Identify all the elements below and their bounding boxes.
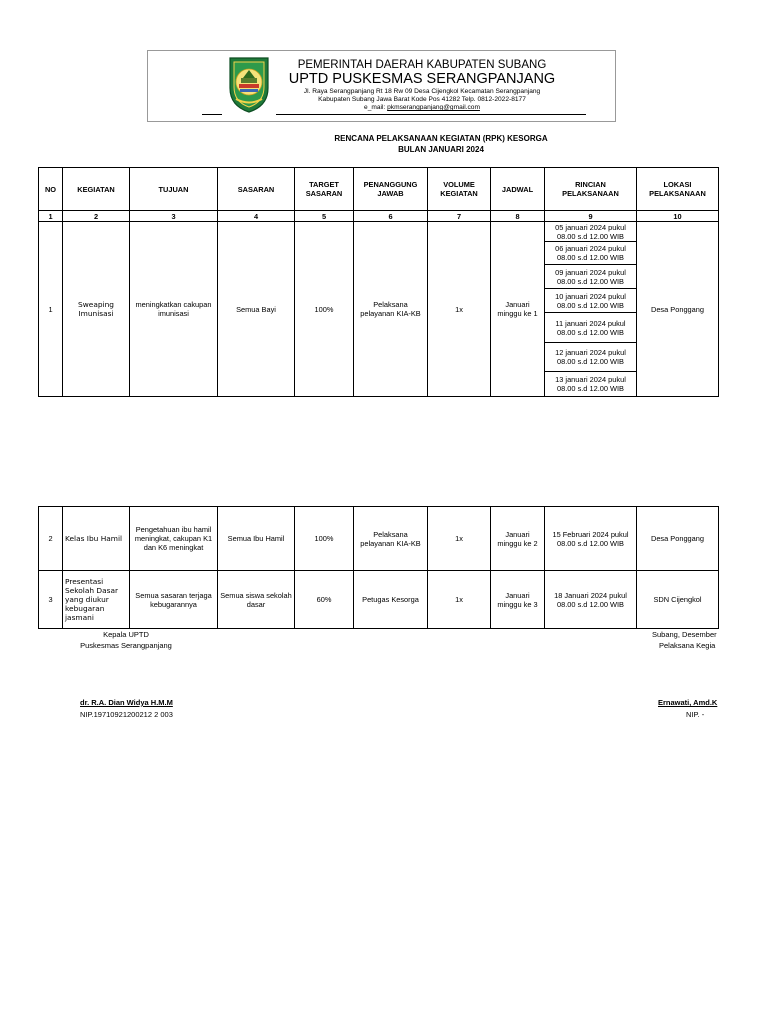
col-number: 5 xyxy=(295,211,354,222)
col-number: 10 xyxy=(637,211,719,222)
header-no: NO xyxy=(39,168,63,211)
row1-rincian-item: 05 januari 2024 pukul 08.00 s.d 12.00 WIB xyxy=(545,222,637,242)
row2-sasaran: Semua Ibu Hamil xyxy=(218,507,295,571)
letterhead-rule-left xyxy=(202,114,222,115)
row1-no: 1 xyxy=(39,222,63,397)
signature-right-nip: NIP. - xyxy=(686,710,705,719)
row3-rincian: 18 Januari 2024 pukul 08.00 s.d 12.00 WIB xyxy=(545,571,637,629)
row2-tujuan: Pengetahuan ibu hamil meningkat, cakupan K1 dan K6 meningkat xyxy=(130,507,218,571)
row3-sasaran: Semua siswa sekolah dasar xyxy=(218,571,295,629)
letterhead-email-line xyxy=(272,104,572,112)
signature-left-nip: NIP.19710921200212 2 003 xyxy=(80,710,173,719)
column-number-row xyxy=(39,211,719,222)
letterhead-government-name: PEMERINTAH DAERAH KABUPATEN SUBANG xyxy=(297,59,547,71)
row1-rincian-item: 10 januari 2024 pukul 08.00 s.d 12.00 WIB xyxy=(545,289,637,313)
rpk-table-main xyxy=(38,167,719,397)
rpk-table-continued xyxy=(38,506,719,629)
row3-jadwal: Januari minggu ke 3 xyxy=(491,571,545,629)
row3-lokasi: SDN Cijengkol xyxy=(637,571,719,629)
letterhead-address-line1: Jl. Raya Serangpanjang Rt 18 Rw 09 Desa Cijengkol Kecamatan Serangpanjang xyxy=(303,88,541,95)
signature-right-name: Ernawati, Amd.K xyxy=(658,698,718,707)
col-number: 6 xyxy=(354,211,428,222)
header-sasaran: SASARAN xyxy=(218,168,295,211)
row2-jadwal: Januari minggu ke 2 xyxy=(491,507,545,571)
row2-no: 2 xyxy=(39,507,63,571)
email-label: e_mail: xyxy=(364,104,388,111)
row1-volume: 1x xyxy=(428,222,491,397)
letterhead-institution-name: UPTD PUSKESMAS SERANGPANJANG xyxy=(288,71,556,87)
row1-tujuan: meningkatkan cakupan imunisasi xyxy=(130,222,218,397)
document-subtitle: BULAN JANUARI 2024 xyxy=(398,145,484,154)
row1-lokasi: Desa Ponggang xyxy=(637,222,719,397)
header-volume-kegiatan: VOLUME KEGIATAN xyxy=(428,168,491,211)
row1-rincian-item: 13 januari 2024 pukul 08.00 s.d 12.00 WIB xyxy=(545,372,637,397)
header-target-sasaran: TARGET SASARAN xyxy=(295,168,354,211)
header-penanggung-jawab: PENANGGUNG JAWAB xyxy=(354,168,428,211)
col-number: 1 xyxy=(39,211,63,222)
row2-penanggung-jawab: Pelaksana pelayanan KIA-KB xyxy=(354,507,428,571)
header-rincian-pelaksanaan: RINCIAN PELAKSANAAN xyxy=(545,168,637,211)
row3-kegiatan: Presentasi Sekolah Dasar yang diukur kebugaran jasmani xyxy=(63,571,130,629)
signature-right-title2: Pelaksana Kegia xyxy=(659,641,716,650)
header-lokasi-pelaksanaan: LOKASI PELAKSANAAN xyxy=(637,168,719,211)
letterhead-rule-right xyxy=(276,114,586,115)
table-row xyxy=(39,571,719,629)
row1-rincian-item: 12 januari 2024 pukul 08.00 s.d 12.00 WIB xyxy=(545,343,637,372)
row1-target: 100% xyxy=(295,222,354,397)
col-number: 2 xyxy=(63,211,130,222)
col-number: 4 xyxy=(218,211,295,222)
signature-left-title1: Kepala UPTD xyxy=(103,630,149,639)
row2-lokasi: Desa Ponggang xyxy=(637,507,719,571)
header-jadwal: JADWAL xyxy=(491,168,545,211)
row2-target: 100% xyxy=(295,507,354,571)
row1-sasaran: Semua Bayi xyxy=(218,222,295,397)
row3-no: 3 xyxy=(39,571,63,629)
row3-penanggung-jawab: Petugas Kesorga xyxy=(354,571,428,629)
table-row xyxy=(39,507,719,571)
col-number: 7 xyxy=(428,211,491,222)
col-number: 9 xyxy=(545,211,637,222)
email-link[interactable]: pkmserangpanjang@gmail.com xyxy=(387,104,480,111)
row1-kegiatan: Sweaping Imunisasi xyxy=(63,222,130,397)
row1-rincian-item: 09 januari 2024 pukul 08.00 s.d 12.00 WIB xyxy=(545,265,637,289)
row2-kegiatan: Kelas Ibu Hamil xyxy=(63,507,130,571)
row3-tujuan: Semua sasaran terjaga kebugarannya xyxy=(130,571,218,629)
header-kegiatan: KEGIATAN xyxy=(63,168,130,211)
col-number: 3 xyxy=(130,211,218,222)
row2-rincian: 15 Februari 2024 pukul 08.00 s.d 12.00 WIB xyxy=(545,507,637,571)
row1-penanggung-jawab: Pelaksana pelayanan KIA-KB xyxy=(354,222,428,397)
row1-jadwal: Januari minggu ke 1 xyxy=(491,222,545,397)
header-tujuan: TUJUAN xyxy=(130,168,218,211)
subang-regency-emblem-icon xyxy=(226,54,272,114)
signature-left-title2: Puskesmas Serangpanjang xyxy=(80,641,172,650)
row3-target: 60% xyxy=(295,571,354,629)
letterhead-address-line2: Kabupaten Subang Jawa Barat Kode Pos 41282 Telp. 0812-2022-8177 xyxy=(318,96,526,103)
table-row xyxy=(39,222,719,242)
signature-right-title1: Subang, Desember xyxy=(652,630,717,639)
table-header-row xyxy=(39,168,719,211)
row1-rincian-item: 11 januari 2024 pukul 08.00 s.d 12.00 WIB xyxy=(545,313,637,343)
col-number: 8 xyxy=(491,211,545,222)
row1-rincian-item: 06 januari 2024 pukul 08.00 s.d 12.00 WIB xyxy=(545,242,637,265)
signature-left-name: dr. R.A. Dian Widya H.M.M xyxy=(80,698,173,707)
document-title: RENCANA PELAKSANAAN KEGIATAN (RPK) KESORGA xyxy=(334,134,548,143)
row2-volume: 1x xyxy=(428,507,491,571)
row3-volume: 1x xyxy=(428,571,491,629)
